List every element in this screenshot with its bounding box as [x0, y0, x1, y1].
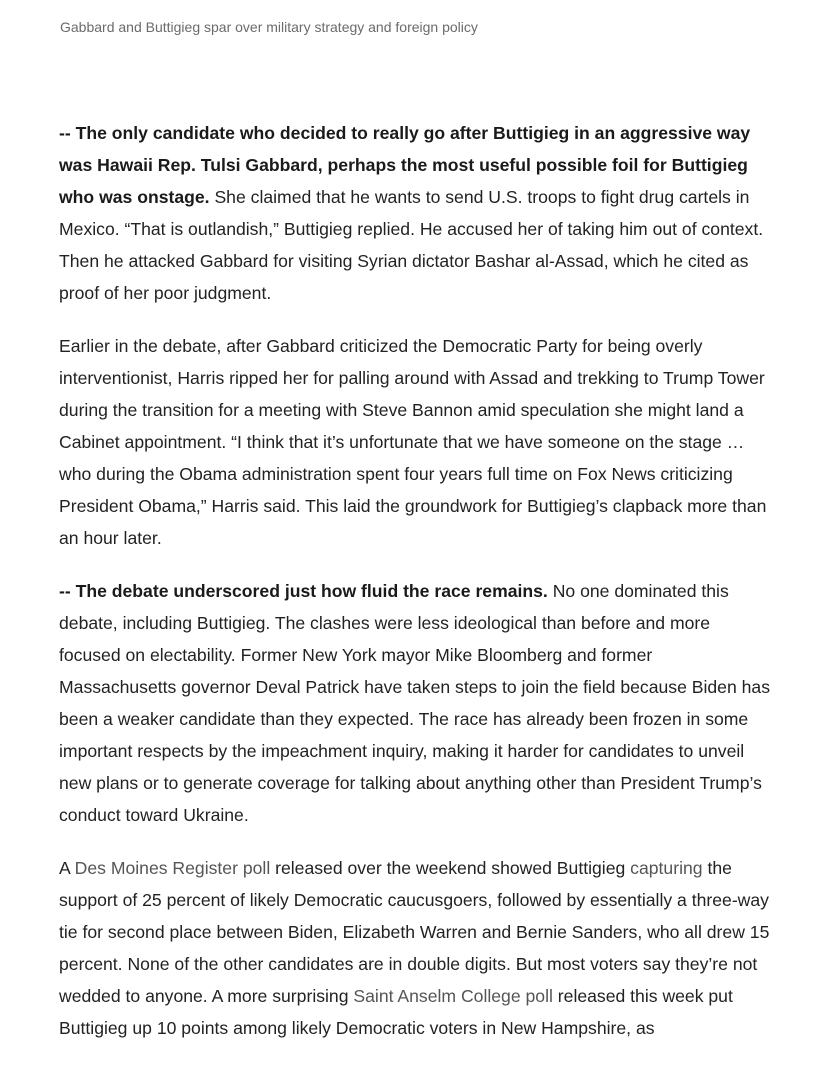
paragraph-text: released this week put Buttigieg up 10 points among likely Democratic voters in New Hampshire, as — [59, 986, 733, 1038]
paragraph-text: Earlier in the debate, after Gabbard criticized the Democratic Party for being overly interventionist, Harris ripped her for palling around with Assad and trekking to Trump Tower during the transition for a meeting with Steve Bannon amid speculation she might land a Cabinet appointment. “I think that it’s unfortunate that we have someone on the stage … who during the Obama administration spent four years full time on Fox News criticizing President Obama,” Harris said. This laid the groundwork for Buttigieg’s clapback more than an hour later. — [59, 336, 767, 548]
paragraph-text: No one dominated this debate, including Buttigieg. The clashes were less ideological than before and more focused on electability. Former New York mayor Mike Bloomberg and former Massachusetts governor Deval Patrick have taken steps to join the field because Biden has been a weaker candidate than they expected. The race has already been frozen in some important respects by the impeachment inquiry, making it harder for candidates to unveil new plans or to generate coverage for talking about anything other than President Trump’s conduct toward Ukraine. — [59, 581, 770, 825]
bold-lead-sentence: -- The debate underscored just how fluid the race remains. — [59, 581, 548, 601]
des-moines-register-poll-link[interactable]: Des Moines Register poll — [74, 858, 271, 878]
paragraph-text: the support of 25 percent of likely Democratic caucusgoers, followed by essentially a three-way tie for second place between Biden, Elizabeth Warren and Bernie Sanders, who all drew 15 percent. None of the other candidates are in double digits. But most voters say they’re not wedded to anyone. A more surprising — [59, 858, 770, 1006]
bold-lead-sentence: -- The only candidate who decided to really go after Buttigieg in an aggressive way was Hawaii Rep. Tulsi Gabbard, perhaps the most useful possible foil for Buttigieg who was onstage. — [59, 123, 751, 207]
article-body — [59, 117, 771, 1065]
paragraph-gabbard-attack — [59, 117, 771, 309]
paragraph-fluid-race — [59, 575, 771, 831]
page-header-title: Gabbard and Buttigieg spar over military strategy and foreign policy — [60, 19, 478, 35]
paragraph-text: She claimed that he wants to send U.S. troops to fight drug cartels in Mexico. “That is outlandish,” Buttigieg replied. He accused her of taking him out of context. Then he attacked Gabbard for visiting Syrian dictator Bashar al-Assad, which he cited as proof of her poor judgment. — [59, 187, 764, 303]
paragraph-text: released over the weekend showed Buttigieg — [270, 858, 631, 878]
paragraph-harris-attack — [59, 330, 771, 554]
capturing-link[interactable]: capturing — [630, 858, 703, 878]
saint-anselm-poll-link[interactable]: Saint Anselm College poll — [353, 986, 553, 1006]
paragraph-polls — [59, 852, 771, 1044]
paragraph-text: A — [59, 858, 75, 878]
